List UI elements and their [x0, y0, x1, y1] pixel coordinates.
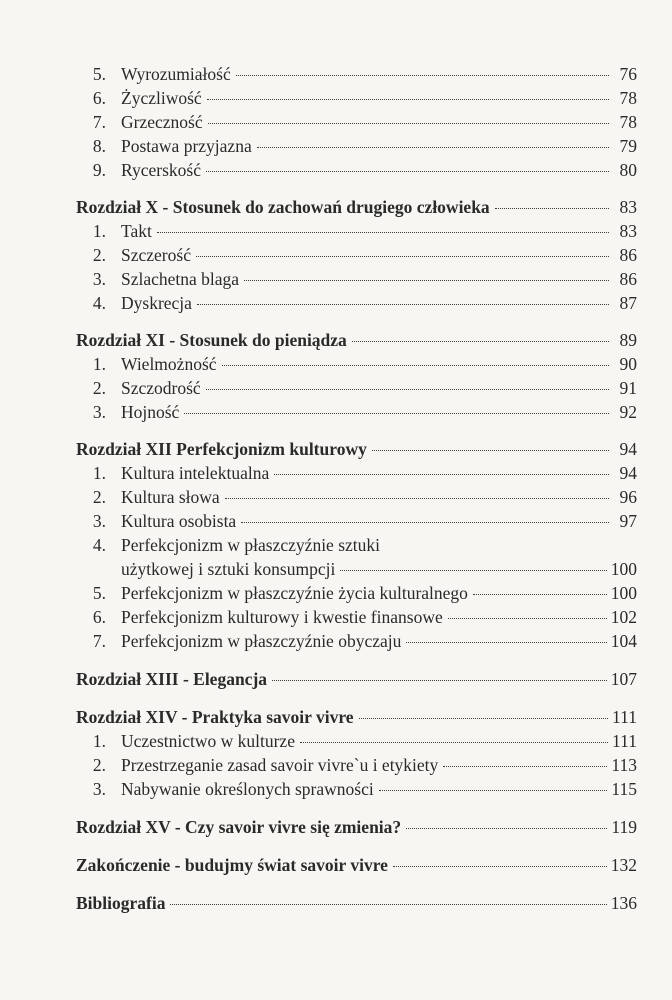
toc-chapter-ending[interactable] [76, 853, 637, 877]
toc-entry[interactable] [76, 629, 637, 653]
chapter-title: Rozdział XII Perfekcjonizm kulturowy [76, 439, 367, 459]
toc-chapter-bibliography[interactable] [76, 891, 637, 915]
entry-page: 78 [619, 88, 637, 108]
toc-entry[interactable] [76, 400, 637, 424]
entry-title: Wyrozumiałość [121, 64, 231, 84]
dot-leader [495, 208, 609, 209]
toc-entry[interactable] [76, 243, 637, 267]
dot-leader [207, 99, 609, 100]
dot-leader [170, 904, 606, 905]
entry-title: Rycerskość [121, 160, 201, 180]
toc-entry[interactable] [76, 581, 637, 605]
dot-leader [197, 304, 609, 305]
entry-title: Nabywanie określonych sprawności [121, 779, 374, 799]
entry-page: 115 [611, 779, 637, 799]
toc-entry[interactable] [76, 753, 637, 777]
dot-leader [359, 718, 608, 719]
toc-entry[interactable] [76, 134, 637, 158]
toc-entry-line2[interactable] [76, 557, 637, 581]
toc-entry[interactable] [76, 110, 637, 134]
toc-entry[interactable] [76, 376, 637, 400]
dot-leader [272, 680, 607, 681]
dot-leader [340, 570, 606, 571]
dot-leader [196, 256, 609, 257]
entry-page: 83 [619, 221, 637, 241]
entry-title: Przestrzeganie zasad savoir vivre`u i etykiety [121, 755, 439, 775]
entry-title: Takt [121, 221, 152, 241]
dot-leader [406, 828, 607, 829]
entry-number: 4. [92, 535, 106, 555]
entry-number: 1. [92, 354, 106, 374]
dot-leader [236, 75, 609, 76]
entry-title: Hojność [121, 402, 180, 422]
toc-entry[interactable] [76, 605, 637, 629]
toc-entry[interactable] [76, 777, 637, 801]
entry-page: 94 [619, 463, 637, 483]
toc-entry[interactable] [76, 509, 637, 533]
entry-number: 2. [92, 755, 106, 775]
dot-leader [206, 389, 609, 390]
toc-entry-line1[interactable] [76, 533, 637, 557]
chapter-page: 111 [612, 707, 637, 727]
entry-page: 80 [619, 160, 637, 180]
entry-page: 100 [610, 559, 637, 579]
chapter-title: Rozdział XV - Czy savoir vivre się zmienia? [76, 817, 402, 837]
dot-leader [393, 866, 607, 867]
dot-leader [206, 171, 609, 172]
toc-entry[interactable] [76, 352, 637, 376]
dot-leader [443, 766, 607, 767]
toc-chapter[interactable] [76, 815, 637, 839]
entry-number: 7. [92, 631, 106, 651]
dot-leader [448, 618, 607, 619]
entry-title: Kultura słowa [121, 487, 220, 507]
entry-page: 113 [611, 755, 637, 775]
toc-chapter[interactable] [76, 195, 637, 219]
chapter-title: Zakończenie - budujmy świat savoir vivre [76, 855, 388, 875]
dot-leader [208, 123, 609, 124]
entry-page: 100 [610, 583, 637, 603]
dot-leader [406, 642, 606, 643]
entry-number: 2. [92, 378, 106, 398]
entry-title: Szczodrość [121, 378, 201, 398]
entry-page: 86 [619, 245, 637, 265]
entry-title: Wielmożność [121, 354, 217, 374]
entry-number: 9. [92, 160, 106, 180]
entry-title: Kultura osobista [121, 511, 237, 531]
entry-title: Dyskrecja [121, 293, 192, 313]
dot-leader [225, 498, 609, 499]
entry-title: Szlachetna blaga [121, 269, 240, 289]
entry-number: 2. [92, 245, 106, 265]
chapter-title: Rozdział XIV - Praktyka savoir vivre [76, 707, 354, 727]
entry-page: 97 [619, 511, 637, 531]
entry-number: 4. [92, 293, 106, 313]
dot-leader [352, 341, 609, 342]
entry-page: 78 [619, 112, 637, 132]
entry-page: 87 [619, 293, 637, 313]
toc-entry[interactable] [76, 158, 637, 182]
entry-number: 2. [92, 487, 106, 507]
dot-leader [372, 450, 609, 451]
toc-entry[interactable] [76, 461, 637, 485]
entry-title: Kultura intelektualna [121, 463, 270, 483]
toc-entry[interactable] [76, 62, 637, 86]
chapter-page: 136 [610, 893, 637, 913]
entry-page: 86 [619, 269, 637, 289]
toc-entry[interactable] [76, 485, 637, 509]
toc-entry[interactable] [76, 291, 637, 315]
table-of-contents [76, 62, 637, 915]
dot-leader [157, 232, 609, 233]
entry-number: 6. [92, 88, 106, 108]
chapter-page: 94 [619, 439, 637, 459]
entry-page: 90 [619, 354, 637, 374]
entry-number: 1. [92, 463, 106, 483]
toc-chapter[interactable] [76, 705, 637, 729]
entry-title: Postawa przyjazna [121, 136, 252, 156]
dot-leader [274, 474, 609, 475]
entry-page: 76 [619, 64, 637, 84]
entry-title: Perfekcjonizm w płaszczyźnie życia kulturalnego [121, 583, 468, 603]
chapter-title: Rozdział X - Stosunek do zachowań drugiego człowieka [76, 197, 490, 217]
entry-page: 79 [619, 136, 637, 156]
chapter-page: 119 [611, 817, 637, 837]
entry-title: Grzeczność [121, 112, 203, 132]
toc-entry[interactable] [76, 86, 637, 110]
dot-leader [241, 522, 609, 523]
chapter-page: 107 [610, 669, 637, 689]
dot-leader [222, 365, 609, 366]
entry-page: 91 [619, 378, 637, 398]
entry-title: Życzliwość [121, 88, 202, 108]
entry-number: 5. [92, 583, 106, 603]
toc-entry[interactable] [76, 219, 637, 243]
entry-title-continued: użytkowej i sztuki konsumpcji [121, 559, 336, 579]
entry-title: Uczestnictwo w kulturze [121, 731, 295, 751]
entry-page: 92 [619, 402, 637, 422]
dot-leader [473, 594, 607, 595]
entry-number: 8. [92, 136, 106, 156]
entry-number: 7. [92, 112, 106, 132]
entry-number: 3. [92, 779, 106, 799]
entry-title: Perfekcjonizm kulturowy i kwestie finansowe [121, 607, 443, 627]
entry-number: 6. [92, 607, 106, 627]
entry-page: 102 [610, 607, 637, 627]
toc-entry[interactable] [76, 267, 637, 291]
chapter-title: Rozdział XI - Stosunek do pieniądza [76, 330, 347, 350]
dot-leader [300, 742, 608, 743]
toc-chapter[interactable] [76, 667, 637, 691]
toc-chapter[interactable] [76, 437, 637, 461]
chapter-page: 132 [610, 855, 637, 875]
entry-page: 111 [612, 731, 637, 751]
entry-page: 104 [610, 631, 637, 651]
entry-number: 1. [92, 731, 106, 751]
entry-number: 1. [92, 221, 106, 241]
toc-entry[interactable] [76, 729, 637, 753]
chapter-page: 89 [619, 330, 637, 350]
entry-number: 3. [92, 511, 106, 531]
dot-leader [244, 280, 609, 281]
entry-title: Perfekcjonizm w płaszczyźnie obyczaju [121, 631, 402, 651]
dot-leader [184, 413, 609, 414]
entry-number: 3. [92, 269, 106, 289]
chapter-title: Bibliografia [76, 893, 166, 913]
chapter-title: Rozdział XIII - Elegancja [76, 669, 268, 689]
entry-title: Szczerość [121, 245, 191, 265]
chapter-page: 83 [619, 197, 637, 217]
toc-chapter[interactable] [76, 328, 637, 352]
entry-page: 96 [619, 487, 637, 507]
entry-number: 3. [92, 402, 106, 422]
entry-title: Perfekcjonizm w płaszczyźnie sztuki [121, 535, 380, 555]
dot-leader [379, 790, 608, 791]
dot-leader [257, 147, 609, 148]
entry-number: 5. [92, 64, 106, 84]
